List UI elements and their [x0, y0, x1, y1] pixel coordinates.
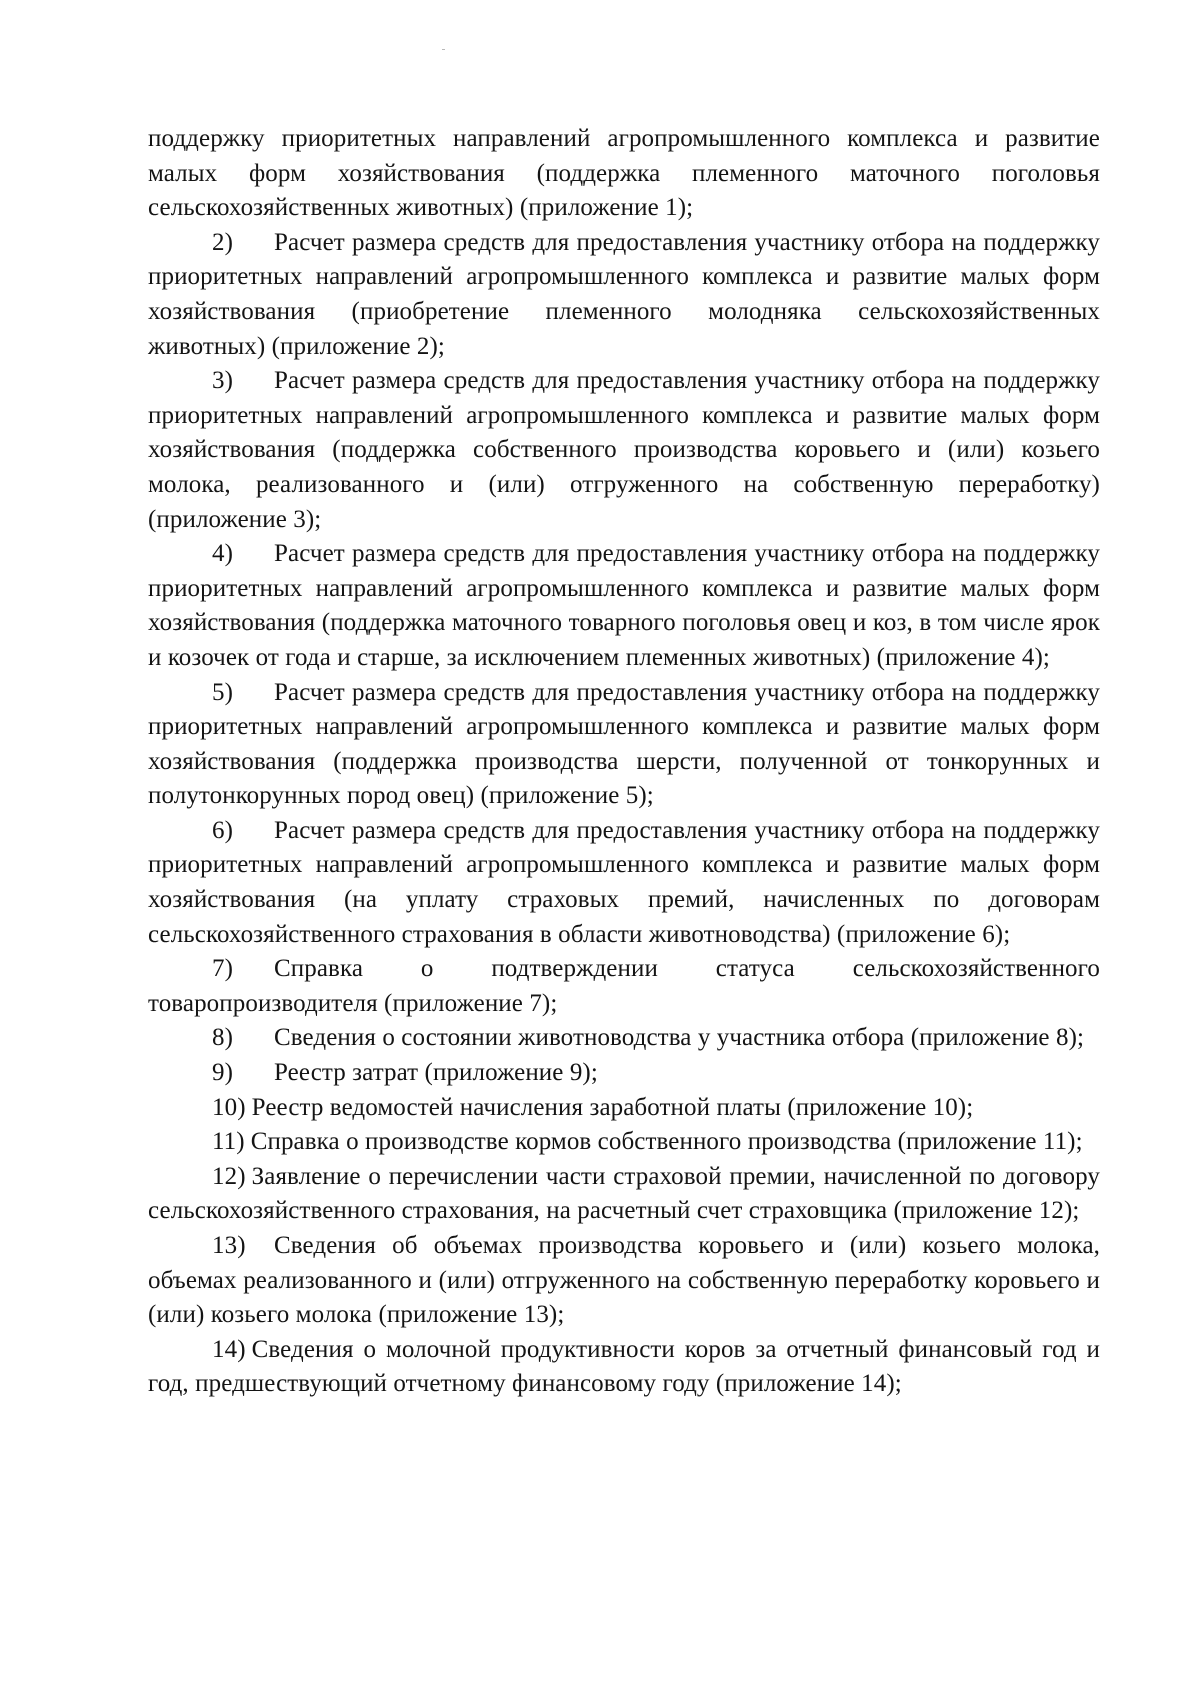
item-text: Справка о производстве кормов собственного производства (приложение 11);	[250, 1128, 1083, 1156]
item-text: Сведения о состоянии животноводства у участника отбора (приложение 8);	[274, 1024, 1085, 1052]
list-item-8	[148, 1021, 1100, 1056]
item-text: Расчет размера средств для предоставления участнику отбора на поддержку приоритетных направлений агропромышленного комплекса и развитие малых форм хозяйствования (поддержка собственного производства коровьего и (или) козьего молока, реализованного и (или) отгруженного на собственную переработку) (приложение 3);	[148, 367, 1100, 533]
item-text: Сведения о молочной продуктивности коров за отчетный финансовый год и год, предшествующий отчетному финансовому году (приложение 14);	[148, 1335, 1100, 1398]
item-number: 8)	[212, 1024, 234, 1052]
item-number: 12)	[212, 1162, 246, 1190]
item-number: 5)	[212, 678, 234, 706]
item-text: Расчет размера средств для предоставления участнику отбора на поддержку приоритетных направлений агропромышленного комплекса и развитие малых форм хозяйствования (на уплату страховых премий, начисленных по договорам сельскохозяйственного страхования в области животноводства) (приложение 6);	[148, 816, 1100, 948]
item-number: 14)	[212, 1335, 246, 1363]
list-item-3	[148, 364, 1100, 537]
list-item-7	[148, 952, 1100, 1021]
list-item-12	[148, 1160, 1100, 1229]
item-number: 7)	[212, 955, 234, 983]
list-item-14	[148, 1333, 1100, 1402]
list-item-13	[148, 1229, 1100, 1333]
item-text: Реестр ведомостей начисления заработной платы (приложение 10);	[251, 1093, 974, 1121]
item-text: Расчет размера средств для предоставления участнику отбора на поддержку приоритетных направлений агропромышленного комплекса и развитие малых форм хозяйствования (приобретение племенного молодняка сельскохозяйственных животных) (приложение 2);	[148, 228, 1100, 360]
item-text: Справка о подтверждении статуса сельскохозяйственного товаропроизводителя (приложение 7);	[148, 955, 1100, 1017]
list-item-5	[148, 676, 1100, 814]
item-number: 6)	[212, 816, 234, 844]
item-number: 4)	[212, 540, 234, 568]
list-item-6	[148, 814, 1100, 952]
item-number: 10)	[212, 1093, 246, 1121]
item-text: Расчет размера средств для предоставления участнику отбора на поддержку приоритетных направлений агропромышленного комплекса и развитие малых форм хозяйствования (поддержка маточного товарного поголовья овец и коз, в том числе ярок и козочек от года и старше, за исключением племенных животных) (приложение 4);	[148, 540, 1100, 671]
item-text: Реестр затрат (приложение 9);	[274, 1059, 598, 1087]
list-item-10	[148, 1091, 1100, 1126]
item-text: Сведения об объемах производства коровьего и (или) козьего молока, объемах реализованного и (или) отгруженного на собственную переработку коровьего и (или) козьего молока (приложение 13);	[148, 1232, 1100, 1329]
item-number: 13)	[212, 1232, 246, 1259]
scan-speck	[442, 49, 445, 50]
list-item-2	[148, 226, 1100, 364]
item-number: 2)	[212, 228, 234, 256]
document-body	[148, 122, 1100, 1402]
item-number: 11)	[212, 1128, 245, 1156]
intro-paragraph: поддержку приоритетных направлений агропромышленного комплекса и развитие малых форм хозяйствования (поддержка племенного маточного поголовья сельскохозяйственных животных) (приложение 1);	[148, 125, 1100, 222]
list-item-4	[148, 537, 1100, 675]
item-number: 9)	[212, 1059, 234, 1087]
list-item-11	[148, 1125, 1100, 1160]
item-text: Заявление о перечислении части страховой премии, начисленной по договору сельскохозяйственного страхования, на расчетный счет страховщика (приложение 12);	[148, 1162, 1100, 1225]
list-item-9	[148, 1056, 1100, 1091]
item-number: 3)	[212, 367, 234, 395]
item-text: Расчет размера средств для предоставления участнику отбора на поддержку приоритетных направлений агропромышленного комплекса и развитие малых форм хозяйствования (поддержка производства шерсти, полученной от тонкорунных и полутонкорунных пород овец) (приложение 5);	[148, 678, 1100, 810]
